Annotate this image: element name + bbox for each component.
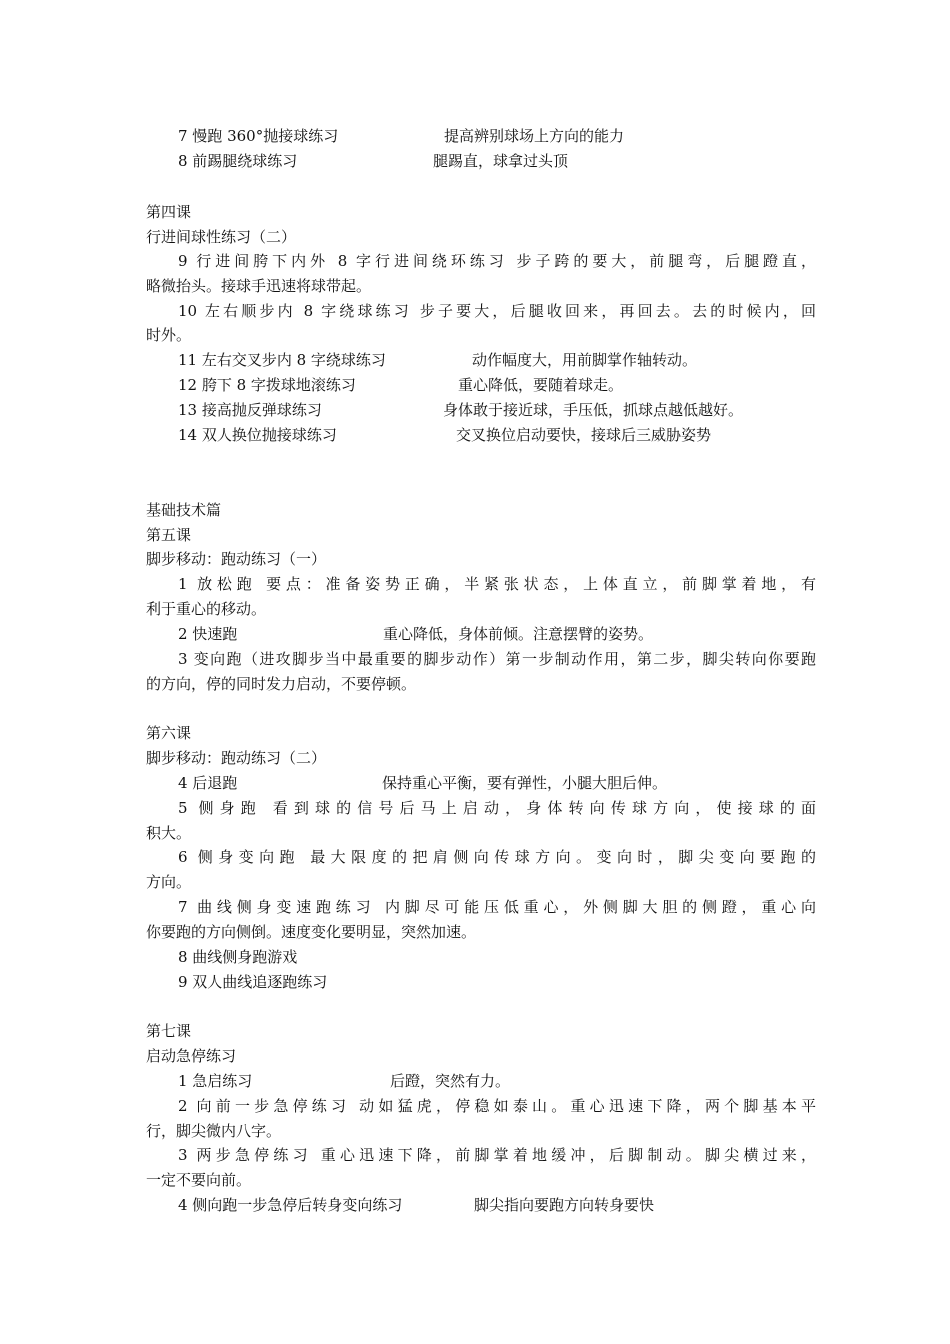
drill-tip: 提高辨别球场上方向的能力 xyxy=(444,127,625,145)
drill-name: 2 快速跑 xyxy=(178,625,238,643)
drill-item xyxy=(178,1071,816,1091)
drill-line: 略微抬头。接球手迅速将球带起。 xyxy=(146,277,372,295)
drill-tip: 重心降低，要随着球走。 xyxy=(458,376,624,394)
drill-item xyxy=(178,400,816,420)
drill-item xyxy=(178,375,816,395)
drill-tip: 身体敢于接近球，手压低，抓球点越低越好。 xyxy=(443,401,744,419)
drill-name: 11 左右交叉步内 8 字绕球练习 xyxy=(178,351,386,369)
drill-line: 一定不要向前。 xyxy=(146,1171,252,1189)
drill-tip: 后蹬，突然有力。 xyxy=(390,1072,511,1090)
drill-line: 方向。 xyxy=(146,873,192,891)
drill-item xyxy=(178,350,816,370)
drill-item xyxy=(178,425,816,445)
drill-line: 3 两步急停练习 重心迅速下降，前脚掌着地缓冲，后脚制动。脚尖横过来， xyxy=(178,1146,816,1164)
drill-item: 8 曲线侧身跑游戏 xyxy=(178,948,298,966)
lesson-subtitle: 脚步移动：跑动练习（二） xyxy=(146,749,327,767)
drill-name: 13 接高抛反弹球练习 xyxy=(178,401,322,419)
drill-item xyxy=(178,151,816,171)
drill-line: 10 左右顺步内 8 字绕球练习 步子要大，后腿收回来，再回去。去的时候内，回 xyxy=(178,302,816,320)
lesson-subtitle: 行进间球性练习（二） xyxy=(146,228,297,246)
drill-line: 3 变向跑（进攻脚步当中最重要的脚步动作）第一步制动作用，第二步，脚尖转向你要跑 xyxy=(178,650,816,668)
part-title: 基础技术篇 xyxy=(146,501,222,519)
drill-item xyxy=(178,773,816,793)
drill-line: 积大。 xyxy=(146,824,192,842)
lesson-title: 第六课 xyxy=(146,724,192,742)
drill-line: 利于重心的移动。 xyxy=(146,600,267,618)
drill-tip: 脚尖指向要跑方向转身要快 xyxy=(474,1196,655,1214)
drill-name: 7 慢跑 360°抛接球练习 xyxy=(178,127,339,145)
drill-tip: 腿踢直，球拿过头顶 xyxy=(433,152,569,170)
drill-tip: 重心降低，身体前倾。注意摆臂的姿势。 xyxy=(383,625,654,643)
lesson-subtitle: 启动急停练习 xyxy=(146,1047,237,1065)
drill-line: 2 向前一步急停练习 动如猛虎，停稳如泰山。重心迅速下降，两个脚基本平 xyxy=(178,1097,816,1115)
drill-line: 7 曲线侧身变速跑练习 内脚尽可能压低重心，外侧脚大胆的侧蹬，重心向 xyxy=(178,898,816,916)
drill-item xyxy=(178,624,816,644)
lesson-subtitle: 脚步移动：跑动练习（一） xyxy=(146,550,327,568)
drill-name: 4 侧向跑一步急停后转身变向练习 xyxy=(178,1196,403,1214)
drill-line: 6 侧身变向跑 最大限度的把肩侧向传球方向。变向时，脚尖变向要跑的 xyxy=(178,848,816,866)
drill-name: 12 胯下 8 字拨球地滚练习 xyxy=(178,376,356,394)
drill-line: 5 侧身跑 看到球的信号后马上启动，身体转向传球方向，使接球的面 xyxy=(178,799,816,817)
drill-item: 9 双人曲线追逐跑练习 xyxy=(178,973,328,991)
drill-line: 时外。 xyxy=(146,326,192,344)
lesson-title: 第四课 xyxy=(146,203,192,221)
drill-tip: 保持重心平衡，要有弹性，小腿大胆后伸。 xyxy=(382,774,668,792)
drill-name: 1 急启练习 xyxy=(178,1072,253,1090)
drill-line: 行，脚尖微内八字。 xyxy=(146,1122,282,1140)
drill-line: 你要跑的方向侧倒。速度变化要明显，突然加速。 xyxy=(146,923,477,941)
drill-tip: 交叉换位启动要快，接球后三威胁姿势 xyxy=(456,426,712,444)
drill-name: 4 后退跑 xyxy=(178,774,238,792)
drill-line: 的方向，停的同时发力启动，不要停顿。 xyxy=(146,675,417,693)
drill-line: 9 行进间胯下内外 8 字行进间绕环练习 步子跨的要大，前腿弯，后腿蹬直， xyxy=(178,252,816,270)
drill-item xyxy=(178,1195,816,1215)
lesson-title: 第五课 xyxy=(146,526,192,544)
drill-item xyxy=(178,126,816,146)
drill-tip: 动作幅度大，用前脚掌作轴转动。 xyxy=(472,351,698,369)
drill-line: 1 放松跑 要点：准备姿势正确，半紧张状态，上体直立，前脚掌着地，有 xyxy=(178,575,816,593)
lesson-title: 第七课 xyxy=(146,1022,192,1040)
drill-name: 14 双人换位抛接球练习 xyxy=(178,426,337,444)
drill-name: 8 前踢腿绕球练习 xyxy=(178,152,298,170)
